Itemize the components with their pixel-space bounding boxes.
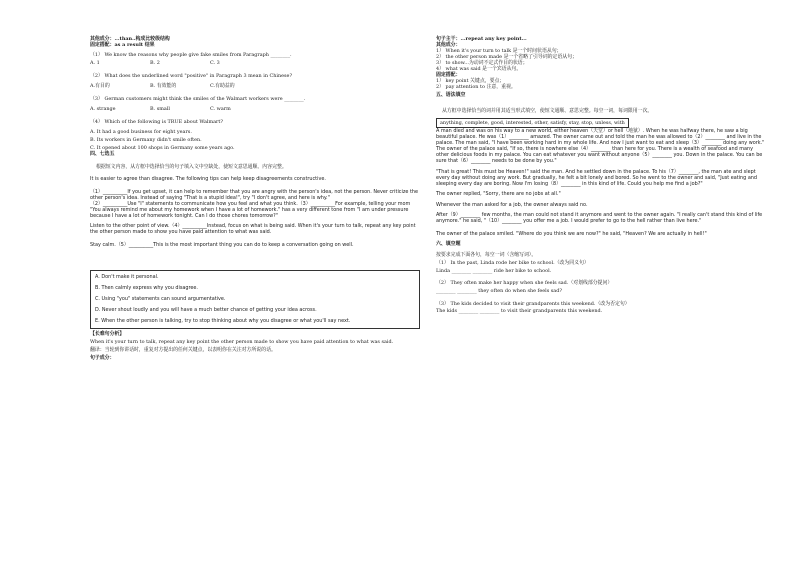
section-4-instruction: 根据短文内容，从方框中选择恰当的句子填入文中空缺处，使短文意思通顺、内容完整。 bbox=[96, 163, 287, 170]
fill-answer-line-3: The kids ________ ________ to visit their grandparents this weekend. bbox=[436, 308, 603, 315]
phrase-note: 1） key point 关键点，要点； bbox=[436, 77, 505, 84]
passage-paragraph: It is easier to agree than disagree. The following tips can help keep disagreements constructive. bbox=[90, 176, 326, 183]
option-b: B. Its workers in Germany didn't smile often. bbox=[90, 137, 202, 144]
fill-question-2: （2） They often make her happy when she feels sad.（对划线部分提问） bbox=[436, 280, 613, 287]
grammar-note-phrase: 固定搭配：as a result 结果 bbox=[90, 41, 155, 48]
section-6-instruction: 按要求完成下面各句，每空一词（含缩写词）。 bbox=[436, 251, 537, 258]
fill-answer-line-2: ________ ________ they often do when she feels sad? bbox=[436, 288, 562, 295]
fill-answer-line-1: Linda ________ ________ ride her bike to school. bbox=[436, 267, 552, 274]
passage-paragraph: The owner of the palace smiled. "Where do you think we are now?" he said, "Heaven? We are actually in hell!" bbox=[436, 230, 707, 237]
component-note: 4） what was said 是一个宾语从句。 bbox=[436, 65, 522, 72]
option-c: C. warm bbox=[210, 106, 231, 113]
option-a: A. It had a good business for eight years. bbox=[90, 129, 192, 136]
fill-question-3: （3） The kids decided to visit their grandparents this weekend.（改为否定句） bbox=[436, 300, 630, 307]
option-c: C. 3 bbox=[210, 60, 220, 67]
section-title-6: 六、填空题 bbox=[436, 241, 461, 248]
grammar-note-other: 其他成分：...than..构成比较级结构 bbox=[90, 36, 170, 42]
box-option: E. When the other person is talking, try to stop thinking about why you disagree or what you'll say next. bbox=[95, 317, 351, 324]
analysis-sentence: When it's your turn to talk, repeat any key point the other person made to show you have paid attention to what was said. bbox=[90, 338, 394, 345]
passage-paragraph: （1）__________If you get upset, it can help to remember that you are angry with the person's idea, not the person. Never criticize the other person's idea. Instead of saying "That is a stupid idea!", try "I don't agree, and here is why." bbox=[90, 188, 419, 201]
word-box: anything, complete, good, interested, other, satisfy, stay, stop, unless, with bbox=[436, 118, 629, 128]
question-1-options bbox=[90, 60, 420, 66]
box-option: D. Never shout loudly and you will have a much better chance of getting your idea across. bbox=[95, 306, 317, 313]
option-b: B. small bbox=[150, 106, 170, 113]
question-1: （1） We know the reasons why people give fake smiles from Paragraph ________. bbox=[90, 52, 292, 59]
analysis-components: 句子成分： bbox=[90, 354, 115, 361]
option-c: C. It opened about 100 shops in Germany some years ago. bbox=[90, 145, 235, 152]
component-note: 3） to show...为动词不定式作目的状语； bbox=[436, 59, 528, 66]
option-a: A.有目的 bbox=[90, 83, 110, 90]
question-3-options bbox=[90, 106, 420, 112]
component-note: 1） When it's your turn to talk 是一个时间状语从句； bbox=[436, 47, 562, 54]
analysis-translation: 翻译：当轮到你讲话时，重复对方提出的任何关键点，以表明你在关注对方所说的话。 bbox=[90, 346, 276, 353]
passage-paragraph: Whenever the man asked for a job, the owner always said no. bbox=[436, 201, 588, 208]
phrase-note: 2） pay attention to 注意，重视。 bbox=[436, 83, 516, 90]
sentence-trunk: 句子主干：...repeat any key point... bbox=[436, 36, 527, 42]
option-a: A. 1 bbox=[90, 60, 100, 67]
passage-paragraph: Listen to the other point of view.（4）__________Instead, focus on what is being said. When it's your turn to talk, repeat any key point the other person made to show you have paid attention to what was said. bbox=[90, 223, 416, 236]
right-column bbox=[436, 36, 766, 314]
passage-paragraph: Stay calm.（5）__________This is the most important thing you can do to keep a conversation going on well. bbox=[90, 241, 354, 248]
fill-question-1: （1） In the past, Linda rode her bike to school.（改为同义句） bbox=[436, 259, 589, 266]
passage-paragraph: After（9）________ few months, the man could not stand it anymore and went to the owner again. "I really can't stand this kind of life anymore." he said, "（10）________ you offer me a job. I would prefer to go to the hell rather than live here." bbox=[436, 212, 763, 225]
component-note: 2） the other person made 是一个省略了引导词的定语从句； bbox=[436, 53, 577, 60]
option-b: B. 有效能的 bbox=[150, 83, 177, 90]
box-option: B. Then calmly express why you disagree. bbox=[95, 284, 198, 291]
section-5-instruction: 从方框中选择恰当的词并用其适当形式填空，使短文通顺、意思完整。每空一词，每词限用一次。 bbox=[442, 107, 653, 114]
analysis-heading: 【长难句分析】 bbox=[90, 330, 125, 337]
options-box bbox=[90, 270, 420, 329]
box-option: A. Don't make it personal. bbox=[95, 273, 159, 280]
box-option: C. Using "you" statements can sound argumentative. bbox=[95, 295, 226, 302]
passage-paragraph: "That is great! This must be Heaven!" said the man. And he settled down in the palace. To his（7）________, the man ate and slept every day without doing any work. But gradually, he felt a bit lonely and bored. So he went to the owner and said, "Just eating and sleeping every day are boring. Now I'm losing（8）________ in this kind of life. Could you help me find a job?" bbox=[436, 168, 758, 187]
passage-paragraph: （2）__________Use "I" statements to communicate how you feel and what you think.（3）__________For example, telling your mom "You always remind me about my homework when I have a lot of homework." has a very different tone from "I am under pressure because I have a lot of homework tonight. Can I do those chores tomorrow?" bbox=[90, 200, 411, 219]
option-b: B. 2 bbox=[150, 60, 160, 67]
passage-paragraph: A man died and was on his way to a new world, either heaven（天堂）or hell（地狱）. When he was halfway there, he saw a big beautiful palace. He was（1）________ amazed. The owner came out and told the man he was allowed to（2）________ and live in the palace. The man said, "I have been working hard in my whole life. And now I just want to eat and sleep（3）________ doing any work." The owner of the palace said, "If so, there is nowhere else（4）________ than here for you. There is a wealth of seafood and many other delicious foods in my palace. You can eat whatever you want without anyone（5）________ you. Down in the palace. You can be sure that（6）________ needs to be done by you." bbox=[436, 128, 765, 165]
option-c: C.有助益的 bbox=[210, 83, 235, 90]
section-title-4: 四、七选五 bbox=[90, 151, 115, 158]
question-3: （3） German customers might think the smiles of the Walmart workers were ________. bbox=[90, 95, 306, 102]
left-column bbox=[90, 36, 420, 361]
question-4: （4） Which of the following is TRUE about Walmart? bbox=[90, 118, 223, 125]
other-components-heading: 其他成分： bbox=[436, 41, 461, 48]
question-2: （2） What does the underlined word "positive" in Paragraph 3 mean in Chinese? bbox=[90, 72, 293, 79]
question-2-options bbox=[90, 83, 420, 89]
option-a: A. strange bbox=[90, 106, 116, 113]
section-title-5: 五、语法填空 bbox=[436, 91, 466, 98]
passage-paragraph: The owner replied, "Sorry, there are no jobs at all." bbox=[436, 191, 561, 198]
phrase-heading: 固定搭配： bbox=[436, 71, 461, 78]
